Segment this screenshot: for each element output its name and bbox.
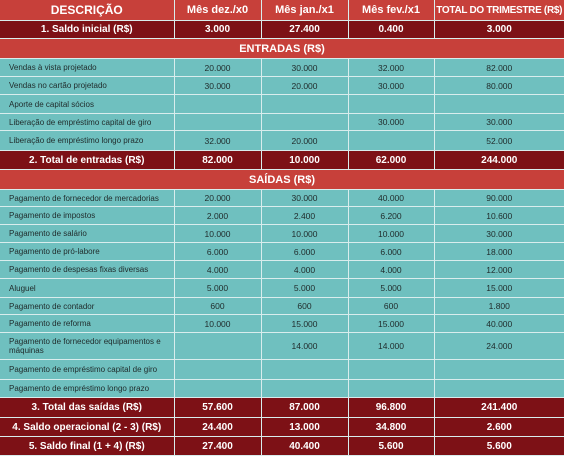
value-cell: 15.000 xyxy=(261,315,348,333)
row-label: Liberação de empréstimo longo prazo xyxy=(0,131,174,151)
value-cell: 90.000 xyxy=(434,190,564,207)
value-cell: 30.000 xyxy=(434,114,564,131)
value-cell xyxy=(348,380,434,398)
value-cell: 62.000 xyxy=(348,151,434,170)
row-label: Pagamento de contador xyxy=(0,298,174,315)
value-cell: 600 xyxy=(348,298,434,315)
section-title: SAÍDAS (R$) xyxy=(0,170,564,190)
value-cell: 27.400 xyxy=(174,437,261,456)
value-cell xyxy=(174,380,261,398)
value-cell: 15.000 xyxy=(348,315,434,333)
row-label: 5. Saldo final (1 + 4) (R$) xyxy=(0,437,174,456)
value-cell: 3.000 xyxy=(434,21,564,39)
row-label: Pagamento de fornecedor de mercadorias xyxy=(0,190,174,207)
value-cell: 20.000 xyxy=(174,59,261,77)
saida-row xyxy=(0,298,564,315)
column-header: DESCRIÇÃO xyxy=(0,0,174,21)
value-cell: 2.000 xyxy=(174,207,261,225)
section-title: ENTRADAS (R$) xyxy=(0,39,564,59)
value-cell: 10.000 xyxy=(174,315,261,333)
value-cell xyxy=(261,95,348,114)
value-cell xyxy=(434,95,564,114)
row-label: 1. Saldo inicial (R$) xyxy=(0,21,174,39)
saida-row xyxy=(0,243,564,261)
value-cell: 20.000 xyxy=(174,190,261,207)
saida-row xyxy=(0,261,564,279)
saida-row xyxy=(0,225,564,243)
row-label: Pagamento de impostos xyxy=(0,207,174,225)
header-row xyxy=(0,0,564,21)
value-cell: 5.000 xyxy=(348,279,434,298)
value-cell: 6.200 xyxy=(348,207,434,225)
value-cell: 30.000 xyxy=(348,77,434,95)
value-cell: 4.000 xyxy=(348,261,434,279)
value-cell: 5.000 xyxy=(174,279,261,298)
value-cell xyxy=(348,95,434,114)
row-label: Pagamento de salário xyxy=(0,225,174,243)
column-header: Mês dez./x0 xyxy=(174,0,261,21)
value-cell: 600 xyxy=(174,298,261,315)
value-cell xyxy=(174,95,261,114)
value-cell xyxy=(261,380,348,398)
value-cell: 57.600 xyxy=(174,398,261,418)
value-cell: 30.000 xyxy=(261,190,348,207)
value-cell: 4.000 xyxy=(174,261,261,279)
saida-row xyxy=(0,279,564,298)
value-cell: 18.000 xyxy=(434,243,564,261)
value-cell: 20.000 xyxy=(261,77,348,95)
value-cell: 32.000 xyxy=(174,131,261,151)
value-cell: 34.800 xyxy=(348,418,434,437)
value-cell: 10.000 xyxy=(261,151,348,170)
value-cell xyxy=(174,333,261,360)
value-cell: 30.000 xyxy=(434,225,564,243)
value-cell: 40.000 xyxy=(348,190,434,207)
value-cell xyxy=(174,114,261,131)
value-cell: 87.000 xyxy=(261,398,348,418)
total-row xyxy=(0,398,564,418)
value-cell: 3.000 xyxy=(174,21,261,39)
value-cell: 20.000 xyxy=(261,131,348,151)
total-row xyxy=(0,437,564,456)
saldo-inicial-row xyxy=(0,21,564,39)
value-cell: 80.000 xyxy=(434,77,564,95)
row-label: Pagamento de despesas fixas diversas xyxy=(0,261,174,279)
value-cell: 14.000 xyxy=(348,333,434,360)
value-cell xyxy=(174,360,261,380)
row-label: Pagamento de fornecedor equipamentos e máquinas xyxy=(0,333,174,360)
value-cell: 40.000 xyxy=(434,315,564,333)
value-cell: 82.000 xyxy=(434,59,564,77)
value-cell: 2.400 xyxy=(261,207,348,225)
value-cell: 30.000 xyxy=(348,114,434,131)
value-cell: 27.400 xyxy=(261,21,348,39)
value-cell: 5.000 xyxy=(261,279,348,298)
saida-row xyxy=(0,190,564,207)
row-label: 2. Total de entradas (R$) xyxy=(0,151,174,170)
value-cell: 10.000 xyxy=(174,225,261,243)
row-label: 4. Saldo operacional (2 - 3) (R$) xyxy=(0,418,174,437)
value-cell: 1.800 xyxy=(434,298,564,315)
value-cell: 600 xyxy=(261,298,348,315)
row-label: Liberação de empréstimo capital de giro xyxy=(0,114,174,131)
value-cell: 6.000 xyxy=(174,243,261,261)
value-cell xyxy=(261,114,348,131)
row-label: 3. Total das saídas (R$) xyxy=(0,398,174,418)
entrada-row xyxy=(0,77,564,95)
value-cell: 24.000 xyxy=(434,333,564,360)
value-cell: 4.000 xyxy=(261,261,348,279)
value-cell: 10.000 xyxy=(261,225,348,243)
row-label: Vendas no cartão projetado xyxy=(0,77,174,95)
value-cell: 6.000 xyxy=(348,243,434,261)
entrada-row xyxy=(0,131,564,151)
value-cell: 30.000 xyxy=(261,59,348,77)
column-header: Mês fev./x1 xyxy=(348,0,434,21)
row-label: Aluguel xyxy=(0,279,174,298)
row-label: Pagamento de empréstimo longo prazo xyxy=(0,380,174,398)
value-cell: 5.600 xyxy=(348,437,434,456)
entradas-section-header xyxy=(0,39,564,59)
value-cell: 6.000 xyxy=(261,243,348,261)
value-cell: 96.800 xyxy=(348,398,434,418)
value-cell: 10.000 xyxy=(348,225,434,243)
value-cell xyxy=(261,360,348,380)
entrada-row xyxy=(0,95,564,114)
saida-row xyxy=(0,207,564,225)
value-cell xyxy=(434,380,564,398)
row-label: Pagamento de pró-labore xyxy=(0,243,174,261)
total-row xyxy=(0,418,564,437)
value-cell: 244.000 xyxy=(434,151,564,170)
row-label: Vendas à vista projetado xyxy=(0,59,174,77)
value-cell xyxy=(348,131,434,151)
value-cell: 10.600 xyxy=(434,207,564,225)
entrada-row xyxy=(0,114,564,131)
value-cell: 13.000 xyxy=(261,418,348,437)
value-cell: 14.000 xyxy=(261,333,348,360)
value-cell: 82.000 xyxy=(174,151,261,170)
value-cell xyxy=(434,360,564,380)
row-label: Pagamento de reforma xyxy=(0,315,174,333)
value-cell: 2.600 xyxy=(434,418,564,437)
value-cell: 0.400 xyxy=(348,21,434,39)
saida-row xyxy=(0,333,564,360)
column-header: TOTAL DO TRIMESTRE (R$) xyxy=(434,0,564,21)
value-cell: 32.000 xyxy=(348,59,434,77)
row-label: Pagamento de empréstimo capital de giro xyxy=(0,360,174,380)
entrada-row xyxy=(0,59,564,77)
value-cell: 30.000 xyxy=(174,77,261,95)
value-cell: 52.000 xyxy=(434,131,564,151)
saida-row xyxy=(0,315,564,333)
value-cell: 40.400 xyxy=(261,437,348,456)
column-header: Mês jan./x1 xyxy=(261,0,348,21)
total-entradas-row xyxy=(0,151,564,170)
value-cell: 241.400 xyxy=(434,398,564,418)
value-cell: 24.400 xyxy=(174,418,261,437)
value-cell: 12.000 xyxy=(434,261,564,279)
saida-row xyxy=(0,360,564,380)
value-cell: 15.000 xyxy=(434,279,564,298)
value-cell: 5.600 xyxy=(434,437,564,456)
saidas-section-header xyxy=(0,170,564,190)
saida-row xyxy=(0,380,564,398)
value-cell xyxy=(348,360,434,380)
row-label: Aporte de capital sócios xyxy=(0,95,174,114)
